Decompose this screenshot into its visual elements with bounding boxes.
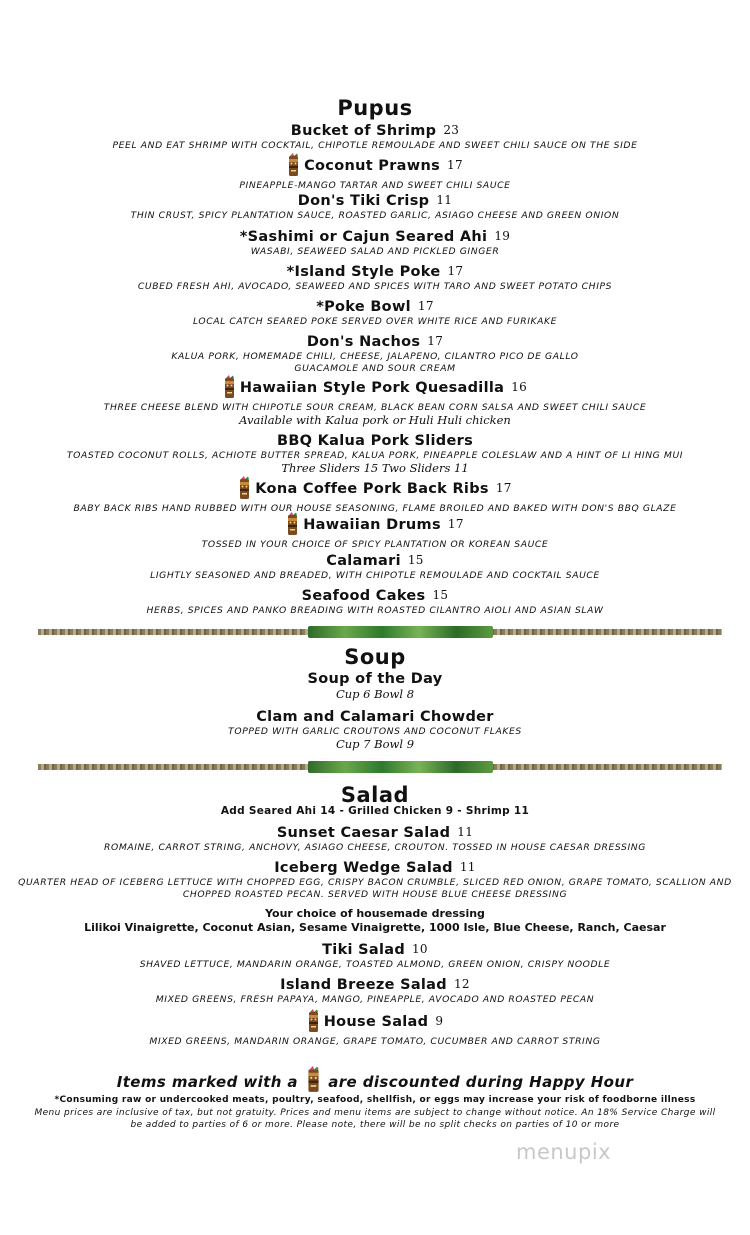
item-price: 17 <box>447 517 464 531</box>
item-name: Calamari <box>326 553 401 569</box>
item-price-options: Cup 7 Bowl 9 <box>335 737 415 751</box>
item-description: BABY BACK RIBS HAND RUBBED WITH OUR HOUSE SEASONING, FLAME BROILED AND BAKED WITH DON'S BBQ GLAZE <box>73 503 677 514</box>
item-description: QUARTER HEAD OF ICEBERG LETTUCE WITH CHOPPED EGG, CRISPY BACON CRUMBLE, SLICED RED ONION, GRAPE TOMATO, SCALLION AND <box>18 877 732 888</box>
item-description: ROMAINE, CARROT STRING, ANCHOVY, ASIAGO CHEESE, CROUTON. TOSSED IN HOUSE CAESAR DRESSING <box>104 842 646 853</box>
item-price: 15 <box>407 553 424 567</box>
menu-item-coconut-prawns <box>0 151 750 192</box>
menu-item-pork-quesadilla <box>0 373 750 427</box>
tiki-drink-icon <box>287 153 300 177</box>
dressing-heading: Your choice of housemade dressing <box>265 907 485 920</box>
item-name: Tiki Salad <box>322 942 405 958</box>
item-description: LIGHTLY SEASONED AND BREADED, WITH CHIPOTLE REMOULADE AND COCKTAIL SAUCE <box>150 570 600 581</box>
item-price: 11 <box>457 825 474 839</box>
item-price: 17 <box>447 264 464 278</box>
menu-item-dons-tiki-crisp <box>0 192 750 222</box>
item-description-cont: CHOPPED ROASTED PECAN. SERVED WITH HOUSE BLUE CHEESE DRESSING <box>182 889 568 900</box>
item-name: Don's Tiki Crisp <box>297 193 430 209</box>
menu-item-calamari <box>0 552 750 582</box>
item-description: TOSSED IN YOUR CHOICE OF SPICY PLANTATION OR KOREAN SAUCE <box>201 539 549 550</box>
item-description: TOPPED WITH GARLIC CROUTONS AND COCONUT FLAKES <box>228 726 522 737</box>
menu-item-tiki-salad <box>0 941 750 971</box>
item-name: Sunset Caesar Salad <box>276 825 451 841</box>
item-name: Bucket of Shrimp <box>290 123 437 139</box>
item-price: 17 <box>427 334 444 348</box>
item-price: 19 <box>494 229 511 243</box>
menu-item-hawaiian-drums <box>0 510 750 551</box>
item-description: CUBED FRESH AHI, AVOCADO, SEAWEED AND SPICES WITH TARO AND SWEET POTATO CHIPS <box>137 281 613 292</box>
menu-item-sunset-caesar-salad <box>0 824 750 854</box>
item-name: Clam and Calamari Chowder <box>256 709 494 725</box>
item-description: PINEAPPLE-MANGO TARTAR AND SWEET CHILI SAUCE <box>239 180 511 191</box>
item-description: MIXED GREENS, FRESH PAPAYA, MANGO, PINEAPPLE, AVOCADO AND ROASTED PECAN <box>155 994 595 1005</box>
item-option-note: Available with Kalua pork or Huli Huli chicken <box>239 413 511 427</box>
item-price: 9 <box>435 1014 444 1028</box>
menu-item-kona-coffee-ribs <box>0 474 750 515</box>
menu-item-poke-bowl <box>0 298 750 328</box>
item-name: Coconut Prawns <box>304 158 441 174</box>
item-price: 17 <box>417 299 434 313</box>
item-description: MIXED GREENS, MANDARIN ORANGE, GRAPE TOMATO, CUCUMBER AND CARROT STRING <box>149 1036 601 1047</box>
menu-item-seafood-cakes <box>0 587 750 617</box>
item-description: PEEL AND EAT SHRIMP WITH COCKTAIL, CHIPOTLE REMOULADE AND SWEET CHILI SAUCE ON THE SIDE <box>112 140 638 151</box>
tiki-drink-icon <box>307 1009 320 1033</box>
item-price-options: Cup 6 Bowl 8 <box>335 687 415 701</box>
salad-addons: Add Seared Ahi 14 - Grilled Chicken 9 - Shrimp 11 <box>220 805 530 817</box>
leaf-ornament <box>308 626 493 638</box>
section-title-soup: Soup <box>344 645 406 669</box>
item-price: 11 <box>459 860 476 874</box>
menu-item-dons-nachos <box>0 333 750 375</box>
item-price: 10 <box>412 942 428 956</box>
pricing-policy: Menu prices are inclusive of tax, but not gratuity. Prices and menu items are subject to change without notice. An 18% Service Charge will be added to parties of 6 or more. Please note, there will be no split checks on parties of 10 or more <box>34 1108 716 1130</box>
item-price: 15 <box>432 588 449 602</box>
item-price: 12 <box>453 977 470 991</box>
happy-hour-text-start: Items marked with a <box>116 1073 298 1091</box>
item-name: Island Breeze Salad <box>280 977 447 993</box>
item-name: Hawaiian Style Pork Quesadilla <box>239 380 505 396</box>
item-name: House Salad <box>323 1014 429 1030</box>
item-name: Soup of the Day <box>307 671 443 687</box>
leaf-ornament <box>308 761 493 773</box>
item-description: LOCAL CATCH SEARED POKE SERVED OVER WHITE RICE AND FURIKAKE <box>192 316 558 327</box>
item-description: THIN CRUST, SPICY PLANTATION SAUCE, ROASTED GARLIC, ASIAGO CHEESE AND GREEN ONION <box>130 210 620 221</box>
item-price: 17 <box>447 158 463 172</box>
menu-item-soup-of-the-day <box>0 670 750 701</box>
tiki-drink-icon <box>306 1066 321 1093</box>
menu-item-island-style-poke <box>0 263 750 293</box>
happy-hour-note <box>0 1060 750 1091</box>
tiki-drink-icon <box>238 476 251 500</box>
item-name: *Sashimi or Cajun Seared Ahi <box>239 229 488 245</box>
item-description: HERBS, SPICES AND PANKO BREADING WITH ROASTED CILANTRO AIOLI AND ASIAN SLAW <box>146 605 604 616</box>
item-description: TOASTED COCONUT ROLLS, ACHIOTE BUTTER SPREAD, KALUA PORK, PINEAPPLE COLESLAW AND A HINT OF LI HING MUI <box>66 450 684 461</box>
item-name: Iceberg Wedge Salad <box>274 860 453 876</box>
item-name: Hawaiian Drums <box>303 517 441 533</box>
item-name: Don's Nachos <box>306 334 421 350</box>
item-description: SHAVED LETTUCE, MANDARIN ORANGE, TOASTED ALMOND, GREEN ONION, CRISPY NOODLE <box>139 959 611 970</box>
section-divider <box>38 629 722 635</box>
item-price: 11 <box>436 193 453 207</box>
item-name: *Island Style Poke <box>286 264 441 280</box>
item-price: 17 <box>495 481 512 495</box>
section-title-salad: Salad <box>340 783 410 807</box>
item-description: THREE CHEESE BLEND WITH CHIPOTLE SOUR CREAM, BLACK BEAN CORN SALSA AND SWEET CHILI SAUCE <box>103 402 647 413</box>
dressing-list: Lilikoi Vinaigrette, Coconut Asian, Sesame Vinaigrette, 1000 Isle, Blue Cheese, Ranch, Caesar <box>84 921 666 934</box>
menu-item-sashimi-seared-ahi <box>0 228 750 258</box>
menu-item-bucket-of-shrimp <box>0 122 750 152</box>
menu-item-island-breeze-salad <box>0 976 750 1006</box>
section-divider <box>38 764 722 770</box>
section-title-pupus: Pupus <box>337 96 413 120</box>
item-name: *Poke Bowl <box>316 299 411 315</box>
happy-hour-text-end: are discounted during Happy Hour <box>328 1073 634 1091</box>
item-description: KALUA PORK, HOMEMADE CHILI, CHEESE, JALAPENO, CILANTRO PICO DE GALLO <box>171 351 579 362</box>
item-name: Seafood Cakes <box>301 588 426 604</box>
tiki-drink-icon <box>223 375 236 399</box>
health-warning: *Consuming raw or undercooked meats, poultry, seafood, shellfish, or eggs may increase your risk of foodborne illness <box>54 1095 696 1105</box>
item-price: 16 <box>511 380 528 394</box>
menu-item-iceberg-wedge-salad <box>0 859 750 901</box>
menu-item-clam-calamari-chowder <box>0 708 750 751</box>
watermark-logo: menupix <box>516 1140 612 1164</box>
item-price-options: Three Sliders 15 Two Sliders 11 <box>281 461 469 475</box>
item-name: BBQ Kalua Pork Sliders <box>276 433 474 449</box>
item-price: 23 <box>443 123 460 137</box>
item-description: WASABI, SEAWEED SALAD AND PICKLED GINGER <box>250 246 500 257</box>
item-name: Kona Coffee Pork Back Ribs <box>255 481 489 497</box>
menu-item-bbq-kalua-pork-sliders <box>0 432 750 475</box>
menu-item-house-salad <box>0 1007 750 1048</box>
tiki-drink-icon <box>286 512 299 536</box>
item-description-cont: GUACAMOLE AND SOUR CREAM <box>294 363 456 374</box>
